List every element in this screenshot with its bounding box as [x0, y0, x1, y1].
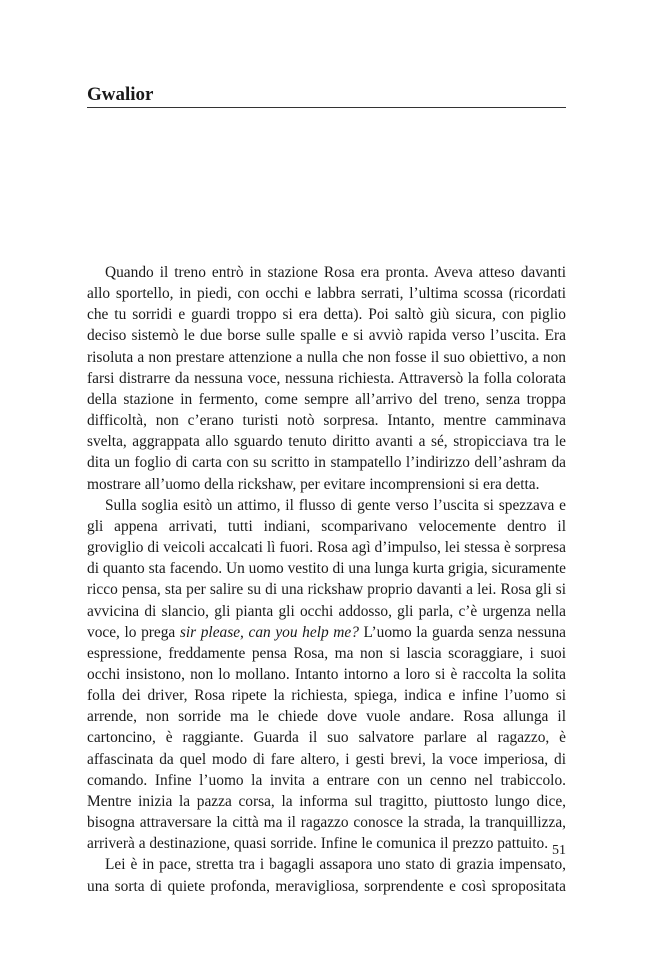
paragraph-2-text-a: Sulla soglia esitò un attimo, il flusso di gente verso l’uscita si spezzava e gli appena arrivati, tutti indiani, scomparivano velocemente dentro il groviglio di veicoli accalcati lì fuori. Rosa agì d’impulso, lei stessa è sorpresa di quanto sta facendo. Un uomo vestito di una lunga kurta grigia, sicuramente ricco pensa, sta per salire su di una rickshaw proprio davanti a lei. Rosa gli si avvicina di slancio, gli pianta gli occhi addosso, gli parla, c’è urgenza nella voce, lo prega [87, 496, 566, 641]
page-number: 51 [552, 843, 566, 858]
chapter-title: Gwalior [87, 84, 154, 105]
paragraph-2-italic-quote: sir please, can you help me? [179, 623, 359, 641]
paragraph-2-text-b: L’uomo la guarda senza nessuna espressione, freddamente pensa Rosa, ma non si lascia scoraggiare, i suoi occhi insistono, non lo mollano. Intanto intorno a loro si è raccolta la solita folla dei driver, Rosa ripete la richiesta, spiega, indica e infine l’uomo si arrende, non sorride ma le chiede dove vuole andare. Rosa allunga il cartoncino, è raggiante. Guarda il suo salvatore parlare al ragazzo, è affascinata da quel modo di fare altero, i gesti brevi, la voce imperiosa, di comando. Infine l’uomo la invita a entrare con un cenno nel trabiccolo. Mentre inizia la pazza corsa, la informa sul tragitto, piuttosto lungo dice, bisogna attraversare la città ma il ragazzo conosce la strada, la tranquillizza, arriverà a destinazione, quasi sorride. Infine le comunica il prezzo pattuito. [87, 623, 567, 853]
paragraph-3: Lei è in pace, stretta tra i bagagli assapora uno stato di grazia impensato, una sorta di quiete profonda, meravigliosa, sorprendente e così spropositata [87, 856, 566, 895]
paragraph-2 [87, 495, 566, 855]
title-divider [87, 107, 566, 108]
paragraph-1: Quando il treno entrò in stazione Rosa era pronta. Aveva atteso davanti allo sportello, in piedi, con occhi e labbra serrati, l’ultima scossa (ricordati che tu sorridi e guardi troppo si era detta). Poi saltò giù sicura, con piglio deciso sistemò le due borse sulle spalle e si avviò rapida verso l’uscita. Era risoluta a non prestare attenzione a nulla che non fosse il suo obiettivo, a non farsi distrarre da nessuna voce, nessuna richiesta. Attraversò la folla colorata della stazione in fermento, come sempre all’arrivo del treno, senza troppa difficoltà, non c’erano turisti notò sorpresa. Intanto, mentre camminava svelta, aggrappata allo sguardo tenuto diritto avanti a sé, stropicciava tra le dita un foglio di carta con su scritto in stampatello l’indirizzo dell’ashram da mostrare all’uomo della rickshaw, per evitare incomprensioni si era detta. [87, 264, 566, 493]
body-text [87, 262, 566, 897]
